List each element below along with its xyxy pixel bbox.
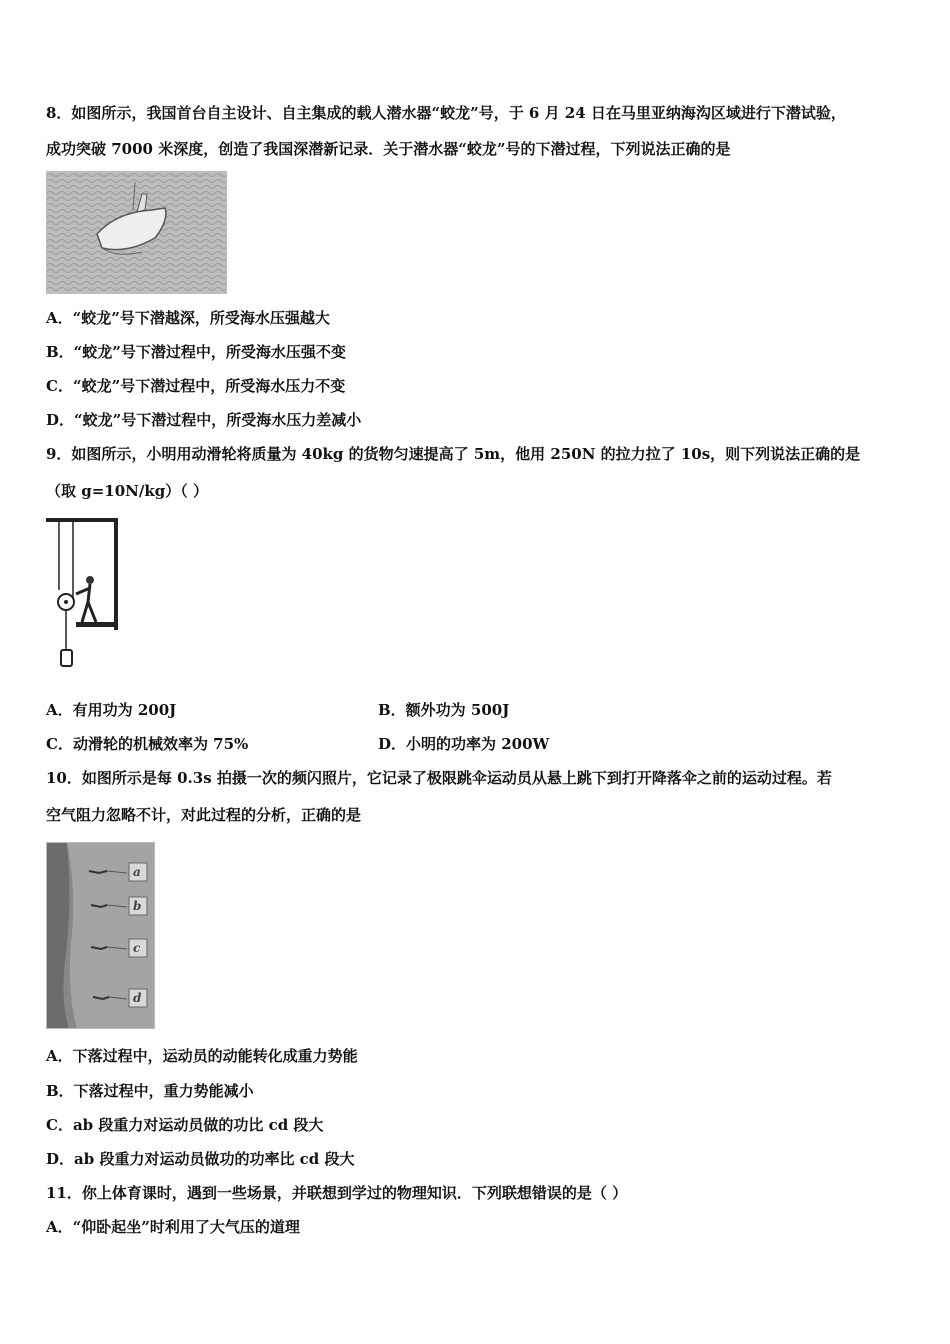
submarine-photo	[46, 171, 227, 294]
photo-label-c: c	[133, 941, 141, 955]
q9-stem-line1: 9．如图所示，小明用动滑轮将质量为 40kg 的货物匀速提高了 5m，他用 250N 的拉力拉了 10s，则下列说法正确的是	[46, 445, 861, 463]
photo-label-b: b	[133, 899, 142, 913]
q8-stem-line2: 成功突破 7000 米深度，创造了我国深潜新记录．关于潜水器“蛟龙”号的下潜过程，下列说法正确的是	[46, 140, 731, 158]
q10-stem-line2: 空气阻力忽略不计，对此过程的分析，正确的是	[46, 806, 362, 824]
q9-option-d: D．小明的功率为 200W	[378, 735, 550, 753]
q11-option-a: A．“仰卧起坐”时利用了大气压的道理	[46, 1218, 300, 1236]
q10-option-c: C．ab 段重力对运动员做的功比 cd 段大	[46, 1116, 324, 1134]
q10-stem-line1: 10．如图所示是每 0.3s 拍摄一次的频闪照片，它记录了极限跳伞运动员从悬上跳下到打开降落伞之前的运动过程。若	[46, 769, 832, 787]
skydiver-strobe-photo	[46, 842, 155, 1029]
q8-option-b: B．“蛟龙”号下潜过程中，所受海水压强不变	[46, 343, 346, 361]
q8-option-c: C．“蛟龙”号下潜过程中，所受海水压力不变	[46, 377, 346, 395]
photo-label-a: a	[133, 865, 141, 879]
pulley-diagram	[46, 518, 119, 673]
q8-option-a: A．“蛟龙”号下潜越深，所受海水压强越大	[46, 309, 330, 327]
q11-stem-line1: 11．你上体育课时，遇到一些场景，并联想到学过的物理知识．下列联想错误的是（ ）	[46, 1184, 628, 1202]
q9-option-c: C．动滑轮的机械效率为 75%	[46, 735, 249, 753]
q8-option-d: D．“蛟龙”号下潜过程中，所受海水压力差减小	[46, 411, 362, 429]
q10-option-a: A．下落过程中，运动员的动能转化成重力势能	[46, 1047, 358, 1065]
q10-option-b: B．下落过程中，重力势能减小	[46, 1082, 254, 1100]
photo-label-d: d	[133, 991, 142, 1005]
q9-stem-line2: （取 g=10N/kg）（ ）	[46, 482, 208, 500]
q8-stem-line1: 8．如图所示，我国首台自主设计、自主集成的载人潜水器“蛟龙”号，于 6 月 24 日在马里亚纳海沟区域进行下潜试验，	[46, 104, 846, 122]
q9-option-a: A．有用功为 200J	[46, 701, 177, 719]
q9-option-b: B．额外功为 500J	[378, 701, 510, 719]
q10-option-d: D．ab 段重力对运动员做功的功率比 cd 段大	[46, 1150, 355, 1168]
